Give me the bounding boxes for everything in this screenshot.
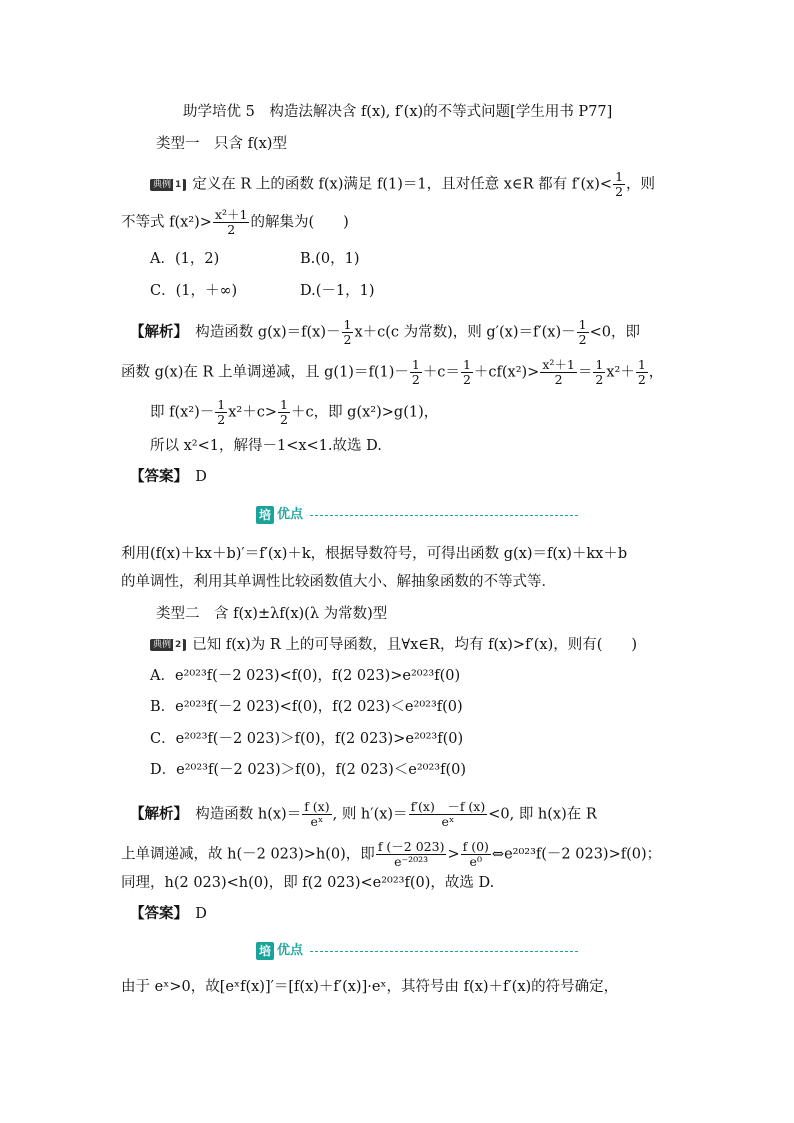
peiyou-label: 优点: [277, 507, 304, 522]
peiyou-badge: 培: [256, 506, 274, 524]
solution2-line1: 【解析】 构造函数 h(x)＝ $\frac{f (x)}{\text{eˣ}}$ , 则 h′(x)＝ $\frac{f'(x) -f (x)}{\text{eˣ}}$ <0, 即 h(x)在 R: [130, 799, 597, 829]
solution1-line2: 函数 g(x)在 R 上单调递减，且 g(1)＝f(1)－ $\frac{1}{2}$ ＋c＝ $\frac{1}{2}$ ＋cf(x²)> $\frac{\text{x²＋1}}{2}$ ＝ $\frac{1}{2}$ x²＋ $\frac{1}{2}$ ，: [121, 357, 664, 387]
divider: [310, 951, 578, 952]
peiyou1-line2: 的单调性，利用其单调性比较函数值大小、解抽象函数的不等式等．: [121, 574, 556, 590]
peiyou-badge: 培: [256, 942, 274, 960]
solution2-line2: 上单调递减，故 h(－2 023)>h(0)，即 $\frac{f (-2 023)}{\text{e⁻²⁰²³}}$ > $\frac{f (0)}{\text{e⁰}}$ ⇔e²⁰²³f(－2 023)>f(0)；: [121, 839, 662, 869]
answer2: 【答案】 D: [130, 905, 207, 922]
ex2-option-b: B．e²⁰²³f(－2 023)<f(0)，f(2 023)＜e²⁰²³f(0): [150, 699, 463, 715]
answer1: 【答案】 D: [130, 468, 207, 485]
solution1-line4: 所以 x²<1，解得－1<x<1.故选 D.: [150, 438, 382, 454]
example-tag: 典例 2: [150, 639, 186, 651]
type1-heading: 类型一 只含 f(x)型: [156, 136, 287, 152]
solution2-line3: 同理，h(2 023)<h(0)，即 f(2 023)<e²⁰²³f(0)，故选 D.: [121, 875, 495, 891]
example1-line2: 不等式 f(x²)> $\frac{\text{x²＋1}}{2}$ 的解集为( ): [121, 207, 349, 237]
ex1-option-b: B.(0，1): [300, 251, 360, 267]
example-tag: 典例 1: [150, 179, 186, 191]
divider: [310, 515, 578, 516]
peiyou-label: 优点: [277, 943, 304, 958]
peiyou-header-1: [256, 506, 576, 524]
peiyou2-line1: 由于 eˣ>0，故[eˣf(x)]′＝[f(x)＋f′(x)]·eˣ，其符号由 f(x)＋f′(x)的符号确定，: [121, 979, 619, 995]
solution1-line3: 即 f(x²)－ $\frac{1}{2}$ x²＋c> $\frac{1}{2}$ ＋c，即 g(x²)>g(1)，: [150, 397, 439, 427]
ex2-option-c: C．e²⁰²³f(－2 023)＞f(0)，f(2 023)>e²⁰²³f(0): [150, 731, 464, 747]
ex1-option-d: D.(－1，1): [300, 283, 375, 299]
peiyou1-line1: 利用(f(x)＋kx＋b)′＝f′(x)＋k，根据导数符号，可得出函数 g(x)＝f(x)＋kx＋b: [121, 546, 628, 562]
ex2-option-a: A．e²⁰²³f(－2 023)<f(0)，f(2 023)>e²⁰²³f(0): [150, 668, 461, 684]
peiyou-header-2: [256, 942, 576, 960]
example1-line1: 典例 1 定义在 R 上的函数 f(x)满足 f(1)＝1，且对任意 x∈R 都有 f′(x)< $\frac{1}{2}$ ，则: [150, 170, 655, 199]
ex2-option-d: D．e²⁰²³f(－2 023)＞f(0)，f(2 023)＜e²⁰²³f(0): [150, 762, 466, 778]
page-title: 助学培优 5 构造法解决含 f(x), f′(x)的不等式问题[学生用书 P77]: [183, 104, 613, 120]
solution1-line1: 【解析】 构造函数 g(x)＝f(x)－ $\frac{1}{2}$ x＋c(c 为常数)，则 g′(x)＝f′(x)－ $\frac{1}{2}$ <0，即: [130, 317, 640, 347]
ex1-option-a: A．(1，2): [150, 251, 220, 267]
ex1-option-c: C．(1，＋∞): [150, 283, 238, 299]
example2-line1: 典例 2 已知 f(x)为 R 上的可导函数，且∀x∈R，均有 f(x)>f′(x)，则有( ): [150, 636, 637, 654]
type2-heading: 类型二 含 f(x)±λf(x)(λ 为常数)型: [156, 606, 388, 622]
